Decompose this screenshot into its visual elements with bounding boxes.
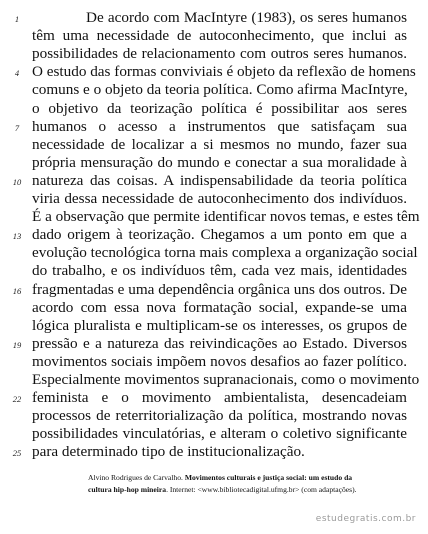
source-citation-line-1: [88, 472, 410, 484]
line-number: 16: [12, 285, 22, 296]
source-author: Alvino Rodrigues de Carvalho.: [88, 473, 183, 482]
text-line-12: É a observação que permite identificar novos temas, e estes têm: [32, 208, 420, 226]
line-number: 19: [12, 339, 22, 350]
text-line-7: humanos o acesso a instrumentos que satisfaçam sua: [32, 117, 407, 135]
line-number: 7: [14, 122, 20, 133]
text-line-3: possibilidades de relacionamento com outros seres humanos.: [32, 45, 407, 63]
source-url: . Internet: <www.bibliotecadigital.ufmg.br> (com adaptações).: [166, 485, 357, 494]
text-line-23: processos de reterritorialização da política, mostrando novas: [32, 407, 407, 425]
text-line-14: evolução tecnológica torna mais complexa a organização social: [32, 244, 418, 262]
source-title: Movimentos culturais e justiça social: um estudo da: [184, 473, 353, 482]
text-line-13: dado origem à teorização. Chegamos a um ponto em que a: [32, 226, 407, 244]
text-line-17: acordo com essa nova formatação social, expande-se uma: [32, 298, 407, 316]
text-line-11: viria dessa necessidade de autoconhecimento dos indivíduos.: [32, 190, 407, 207]
text-line-25: para determinado tipo de institucionalização.: [32, 443, 305, 461]
text-line-19: pressão e a natureza das reivindicações ao Estado. Diversos: [32, 334, 407, 352]
source-title-cont: cultura hip-hop mineira: [88, 485, 167, 494]
source-citation: [88, 472, 410, 496]
text-line-18: lógica pluralista e multiplicam-se os interesses, os grupos de: [32, 316, 407, 334]
text-line-15: do trabalho, e os indivíduos têm, cada vez mais, identidades: [32, 262, 407, 280]
text-line-1: De acordo com MacIntyre (1983), os seres humanos: [86, 9, 407, 26]
source-citation-line-2: [88, 484, 410, 496]
text-line-6: o objetivo da teorização política é possibilitar aos seres: [32, 99, 407, 117]
line-number: 4: [14, 68, 20, 79]
line-number: 22: [12, 394, 22, 405]
text-line-4: O estudo das formas conviviais é objeto da reflexão de homens: [32, 63, 416, 81]
text-line-21: Especialmente movimentos supranacionais, como o movimento: [32, 371, 420, 388]
text-line-16: fragmentadas e uma dependência orgânica uns dos outros. De: [32, 280, 407, 298]
text-line-10: natureza das coisas. A indispensabilidade da teoria política: [32, 171, 407, 189]
site-watermark: estudegratis.com.br: [315, 514, 416, 524]
line-number: 13: [12, 231, 22, 242]
text-line-8: necessidade de localizar a si mesmos no mundo, fazer sua: [32, 135, 407, 153]
text-line-5: comuns e o objeto da teoria política. Como afirma MacIntyre,: [32, 81, 408, 99]
text-line-9: própria mensuração do mundo e conectar a sua moralidade à: [32, 153, 407, 171]
line-number: 10: [12, 176, 22, 187]
line-number: 25: [12, 448, 22, 459]
text-line-20: movimentos sociais impõem novos desafios ao fazer político.: [32, 352, 407, 370]
line-number: 1: [14, 14, 20, 24]
text-line-2: têm uma necessidade de autoconhecimento, que inclui as: [32, 27, 407, 45]
text-line-22: feminista e o movimento ambientalista, desencadeiam: [32, 389, 407, 407]
text-line-24: possibilidades vinculatórias, e alteram o coletivo significante: [32, 425, 407, 443]
